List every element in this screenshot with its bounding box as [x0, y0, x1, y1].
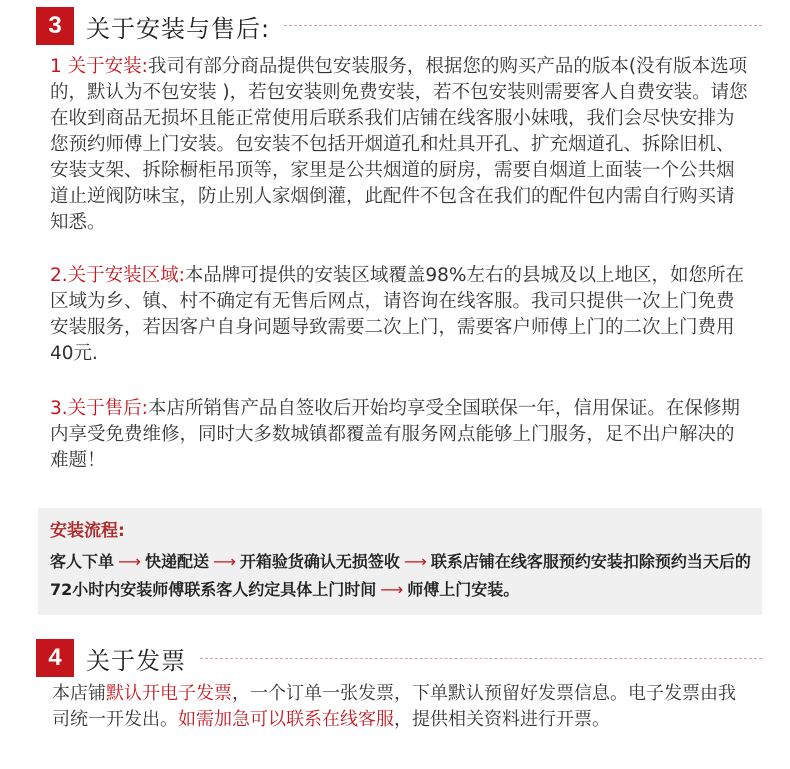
invoice-paragraph [52, 681, 752, 733]
section-divider [284, 25, 762, 26]
flow-arrow-icon: ⟶ [212, 552, 236, 571]
invoice-highlight: 如需加急可以联系在线客服 [178, 709, 394, 730]
install-text: 我司有部分商品提供包安装服务，根据您的购买产品的版本(没有版本选项的，默认为不包安装 )，若包安装则免费安装，若不包安装则需要客人自费安装。请您在收到商品无损坏且能正常使用后联系我们店铺在线客服小妹哦，我们会尽快安排为您预约师傅上门安装。包安装不包括开烟道孔和灶具开孔、扩充烟道孔、拆除旧机、安装支架、拆除橱柜吊顶等，家里是公共烟道的厨房，需要自烟道上面装一个公共烟道止逆阀防味宝，防止别人家烟倒灌，此配件不包含在我们的配件包内需自行购买请知悉。 [50, 56, 748, 233]
install-area-label: 2.关于安装区域: [50, 265, 185, 286]
after-sales-label: 3.关于售后: [50, 398, 148, 419]
flow-step: 客人下单 [50, 552, 115, 571]
after-sales-text: 本店所销售产品自签收后开始均享受全国联保一年，信用保证。在保修期内享受免费维修，同时大多数城镇都覆盖有服务网点能够上门服务，足不出户解决的难题！ [50, 398, 740, 471]
flow-step: 联系店铺在线客服预约安装扣除预约当天后的72小时内安装师傅联系客人约定具体上门时间 [50, 552, 751, 599]
invoice-text: ，提供相关资料进行开票。 [394, 709, 610, 730]
install-label: 1 关于安装: [50, 56, 148, 77]
section-number-badge: 3 [36, 7, 74, 45]
invoice-text: ，一个订单一张发票，下单默认预留好发票信息。电子发票由我司统一开发出。 [52, 683, 736, 730]
section-4-header [36, 638, 186, 678]
install-flow-title: 安装流程: [50, 521, 125, 541]
invoice-text: 本店铺 [52, 683, 106, 704]
invoice-highlight: 默认开电子发票 [106, 683, 232, 704]
flow-step: 快递配送 [144, 552, 209, 571]
flow-arrow-icon: ⟶ [380, 580, 404, 599]
flow-step: 开箱验货确认无损签收 [239, 552, 400, 571]
section-number-badge: 4 [36, 639, 74, 677]
after-sales-paragraph [50, 396, 750, 474]
section-title: 关于安装与售后: [86, 14, 271, 43]
section-3-header [36, 6, 270, 46]
install-area-paragraph [50, 263, 750, 367]
flow-arrow-icon: ⟶ [118, 552, 141, 571]
install-paragraph [50, 54, 750, 236]
flow-arrow-icon: ⟶ [403, 552, 427, 571]
flow-step: 师傅上门安装。 [407, 580, 520, 599]
section-divider [200, 658, 762, 659]
section-title: 关于发票 [86, 646, 186, 675]
install-flow-box [38, 508, 762, 615]
install-area-text: 本品牌可提供的安装区域覆盖98%左右的县城及以上地区，如您所在区域为乡、镇、村不确定有无售后网点，请咨询在线客服。我司只提供一次上门免费安装服务，若因客户自身问题导致需要二次上门，需要客户师傅上门的二次上门费用40元. [50, 265, 745, 364]
install-flow-steps [50, 548, 755, 604]
